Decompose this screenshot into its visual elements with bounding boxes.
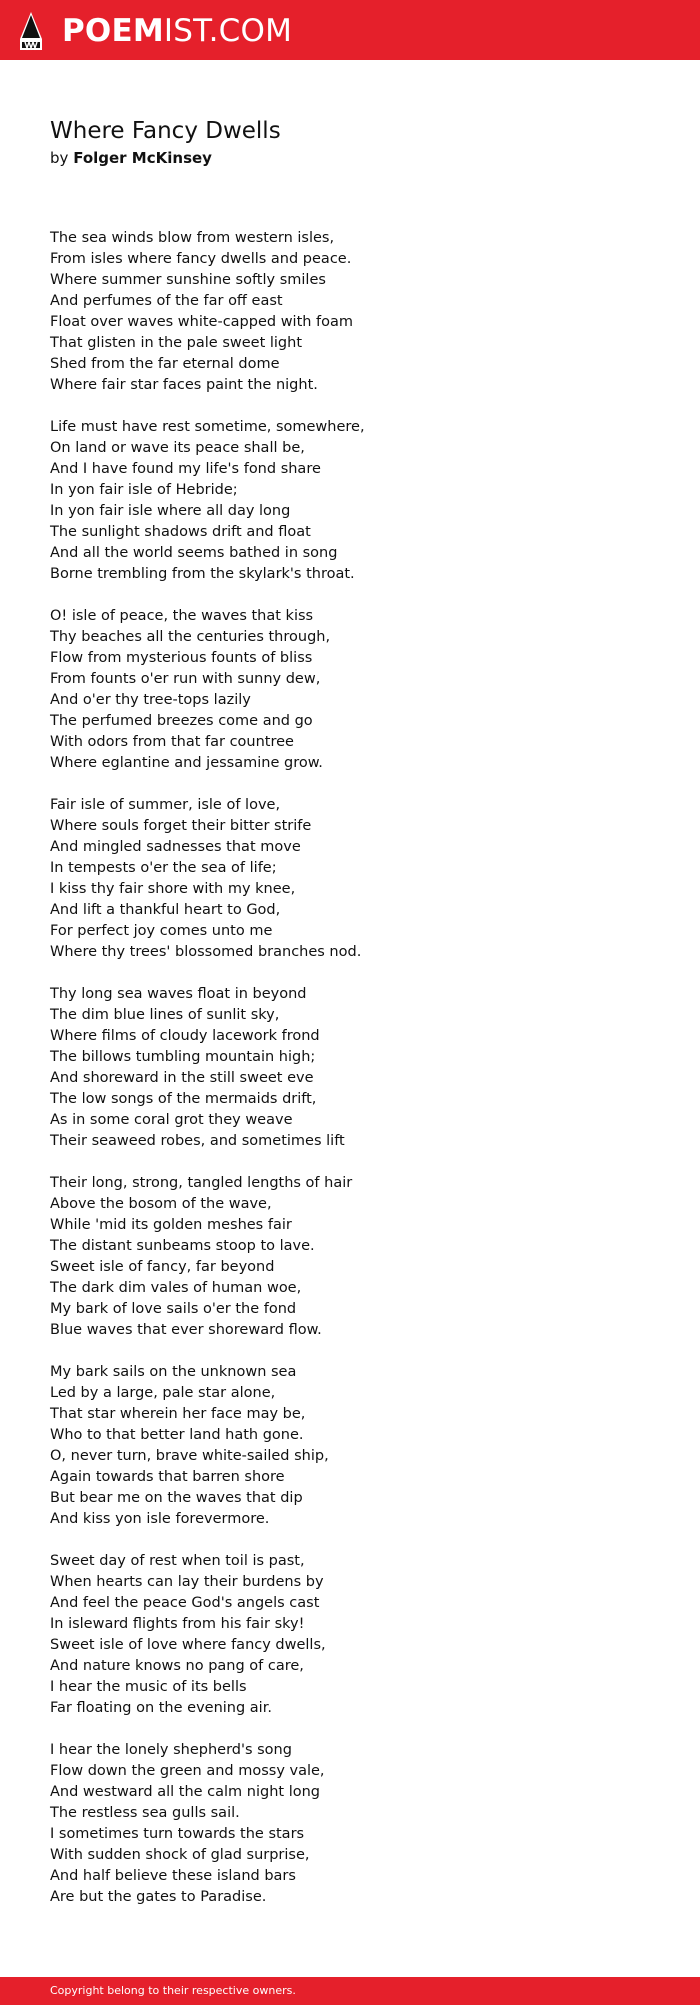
poem-line: And all the world seems bathed in song <box>50 545 338 561</box>
poem-stanza <box>50 228 650 396</box>
poem-line: My bark sails on the unknown sea <box>50 1364 297 1380</box>
site-header <box>0 0 700 60</box>
poem-stanza <box>50 1551 650 1719</box>
poem-line: Flow down the green and mossy vale, <box>50 1763 325 1779</box>
poem-line: And o'er thy tree-tops lazily <box>50 692 251 708</box>
by-label: by <box>50 149 69 167</box>
poem-line: Thy long sea waves float in beyond <box>50 986 307 1002</box>
poem-line: And mingled sadnesses that move <box>50 839 301 855</box>
poem-line: O! isle of peace, the waves that kiss <box>50 608 314 624</box>
poem-line: Their seaweed robes, and sometimes lift <box>50 1133 345 1149</box>
poem-line: The dim blue lines of sunlit sky, <box>50 1007 280 1023</box>
poem-stanza <box>50 606 650 774</box>
copyright-text: Copyright belong to their respective owners. <box>50 1984 296 1997</box>
poem-content <box>50 114 650 1929</box>
poem-line: And I have found my life's fond share <box>50 461 321 477</box>
poem-line: O, never turn, brave white-sailed ship, <box>50 1448 329 1464</box>
poem-line: Borne trembling from the skylark's throat. <box>50 566 355 582</box>
poem-line: But bear me on the waves that dip <box>50 1490 303 1506</box>
poem-stanza <box>50 1173 650 1341</box>
poem-line: The perfumed breezes come and go <box>50 713 313 729</box>
author-name[interactable]: Folger McKinsey <box>73 149 212 167</box>
poem-line: Where souls forget their bitter strife <box>50 818 312 834</box>
poem-line: In isleward flights from his fair sky! <box>50 1616 305 1632</box>
poem-line: The billows tumbling mountain high; <box>50 1049 316 1065</box>
poem-line: In tempests o'er the sea of life; <box>50 860 277 876</box>
poem-line: Shed from the far eternal dome <box>50 356 280 372</box>
poem-line: While 'mid its golden meshes fair <box>50 1217 292 1233</box>
poem-line: When hearts can lay their burdens by <box>50 1574 324 1590</box>
byline <box>50 148 650 168</box>
poem-line: I sometimes turn towards the stars <box>50 1826 305 1842</box>
poem-line: And perfumes of the far off east <box>50 293 283 309</box>
site-footer <box>0 1977 700 2005</box>
site-logo-text[interactable] <box>62 11 292 51</box>
poem-line: That star wherein her face may be, <box>50 1406 306 1422</box>
poem-line: And nature knows no pang of care, <box>50 1658 304 1674</box>
poem-title: Where Fancy Dwells <box>50 118 281 144</box>
poem-stanza <box>50 417 650 585</box>
poem-line: And lift a thankful heart to God, <box>50 902 281 918</box>
poem-line: The sea winds blow from western isles, <box>50 230 335 246</box>
poem-line: The distant sunbeams stoop to lave. <box>50 1238 315 1254</box>
poem-line: I hear the lonely shepherd's song <box>50 1742 292 1758</box>
poem-line: Far floating on the evening air. <box>50 1700 272 1716</box>
brand-bold: POEM <box>62 13 164 49</box>
poem-line: The low songs of the mermaids drift, <box>50 1091 317 1107</box>
poem-stanza <box>50 984 650 1152</box>
poem-line: In yon fair isle where all day long <box>50 503 291 519</box>
poem-stanza <box>50 1740 650 1908</box>
poem-line: The sunlight shadows drift and float <box>50 524 311 540</box>
poem-line: For perfect joy comes unto me <box>50 923 273 939</box>
pen-nib-icon[interactable] <box>18 11 44 51</box>
poem-line: Above the bosom of the wave, <box>50 1196 272 1212</box>
poem-body <box>50 228 650 1908</box>
poem-line: Who to that better land hath gone. <box>50 1427 304 1443</box>
poem-line: On land or wave its peace shall be, <box>50 440 305 456</box>
poem-stanza <box>50 795 650 963</box>
poem-line: And half believe these island bars <box>50 1868 296 1884</box>
poem-line: My bark of love sails o'er the fond <box>50 1301 297 1317</box>
poem-line: From isles where fancy dwells and peace. <box>50 251 352 267</box>
poem-line: With sudden shock of glad surprise, <box>50 1847 310 1863</box>
poem-line: The restless sea gulls sail. <box>50 1805 240 1821</box>
poem-line: I hear the music of its bells <box>50 1679 247 1695</box>
poem-line: As in some coral grot they weave <box>50 1112 293 1128</box>
poem-stanza <box>50 1362 650 1530</box>
poem-line: Are but the gates to Paradise. <box>50 1889 267 1905</box>
poem-line: And kiss yon isle forevermore. <box>50 1511 270 1527</box>
poem-line: From founts o'er run with sunny dew, <box>50 671 321 687</box>
poem-line: The dark dim vales of human woe, <box>50 1280 302 1296</box>
poem-line: Flow from mysterious founts of bliss <box>50 650 313 666</box>
poem-line: Where eglantine and jessamine grow. <box>50 755 323 771</box>
poem-line: And feel the peace God's angels cast <box>50 1595 320 1611</box>
poem-line: Where films of cloudy lacework frond <box>50 1028 320 1044</box>
poem-line: Float over waves white-capped with foam <box>50 314 354 330</box>
poem-line: And westward all the calm night long <box>50 1784 320 1800</box>
poem-line: Blue waves that ever shoreward flow. <box>50 1322 322 1338</box>
poem-line: Where summer sunshine softly smiles <box>50 272 326 288</box>
poem-line: Fair isle of summer, isle of love, <box>50 797 281 813</box>
poem-line: With odors from that far countree <box>50 734 294 750</box>
poem-line: Thy beaches all the centuries through, <box>50 629 331 645</box>
poem-line: That glisten in the pale sweet light <box>50 335 303 351</box>
poem-line: Sweet isle of love where fancy dwells, <box>50 1637 326 1653</box>
poem-line: Life must have rest sometime, somewhere, <box>50 419 365 435</box>
poem-line: Where thy trees' blossomed branches nod. <box>50 944 362 960</box>
poem-line: Where fair star faces paint the night. <box>50 377 318 393</box>
poem-line: I kiss thy fair shore with my knee, <box>50 881 296 897</box>
poem-line: In yon fair isle of Hebride; <box>50 482 238 498</box>
poem-line: Led by a large, pale star alone, <box>50 1385 276 1401</box>
poem-line: Their long, strong, tangled lengths of hair <box>50 1175 353 1191</box>
poem-line: Sweet isle of fancy, far beyond <box>50 1259 275 1275</box>
poem-line: Sweet day of rest when toil is past, <box>50 1553 305 1569</box>
poem-line: And shoreward in the still sweet eve <box>50 1070 314 1086</box>
poem-line: Again towards that barren shore <box>50 1469 285 1485</box>
brand-light: IST.COM <box>163 13 293 49</box>
